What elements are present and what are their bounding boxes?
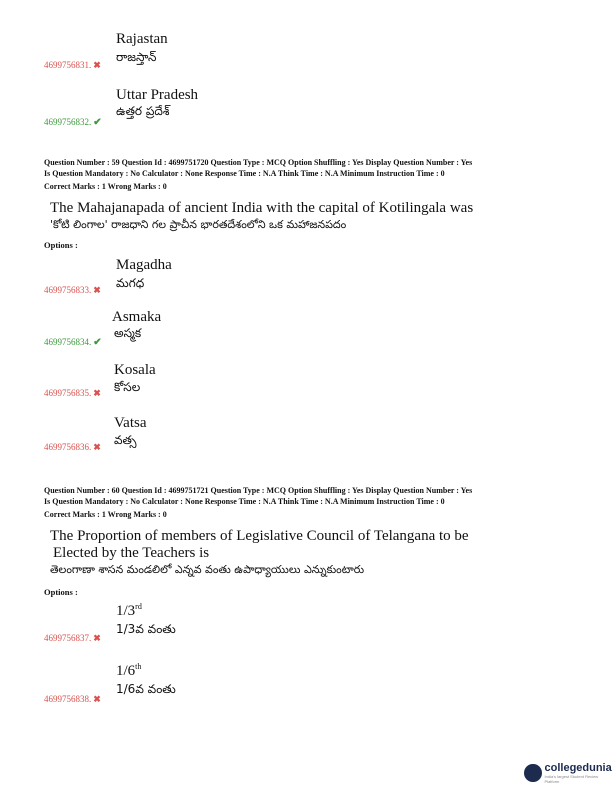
question-text-te: 'కోటి లింగాల' రాజధాని గల ప్రాచీన భారతదేశంలోని ఒక మహాజనపదం xyxy=(50,218,347,231)
collegedunia-logo xyxy=(524,762,612,784)
option-text-en: Kosala xyxy=(114,362,156,378)
wrong-icon: ✖ xyxy=(93,285,101,295)
option-text-en: Vatsa xyxy=(114,415,147,431)
question-text-en: The Mahajanapada of ancient India with the capital of Kotilingala was xyxy=(50,200,474,216)
option-id: 4699756838. ✖ xyxy=(44,694,101,704)
question-meta: Is Question Mandatory : No Calculator : None Response Time : N.A Think Time : N.A Minimum Instruction Time : 0 xyxy=(44,497,445,506)
question-meta: Question Number : 59 Question Id : 4699751720 Question Type : MCQ Option Shuffling : Yes Display Question Number : Yes xyxy=(44,158,473,167)
question-text-en: Elected by the Teachers is xyxy=(53,545,210,561)
option-text-te: రాజస్తాన్ xyxy=(116,50,157,64)
correct-icon: ✔ xyxy=(93,117,102,128)
option-text-te: అస్మక xyxy=(114,326,142,340)
wrong-icon: ✖ xyxy=(93,388,101,398)
question-meta: Is Question Mandatory : No Calculator : None Response Time : N.A Think Time : N.A Minimum Instruction Time : 0 xyxy=(44,169,445,178)
option-id: 4699756833. ✖ xyxy=(44,285,101,295)
wrong-icon: ✖ xyxy=(93,60,101,70)
option-text-te: మగధ xyxy=(116,276,145,290)
option-text-en: 1/6th xyxy=(116,662,142,679)
option-text-en: Rajastan xyxy=(116,31,168,47)
option-id: 4699756831. ✖ xyxy=(44,60,101,70)
option-id: 4699756834. ✔ xyxy=(44,337,102,348)
option-text-en: Asmaka xyxy=(112,309,162,325)
option-text-te: ఉత్తర ప్రదేశ్ xyxy=(116,104,170,118)
options-label: Options : xyxy=(44,240,78,250)
option-text-te: కోసల xyxy=(114,380,141,394)
option-id: 4699756837. ✖ xyxy=(44,633,101,643)
question-marks: Correct Marks : 1 Wrong Marks : 0 xyxy=(44,182,167,191)
logo-mascot-icon xyxy=(524,764,542,782)
option-text-en: 1/3rd xyxy=(116,602,142,619)
wrong-icon: ✖ xyxy=(93,633,101,643)
logo-tagline: India's largest Student Review Platform xyxy=(544,774,599,784)
option-text-en: Magadha xyxy=(116,257,172,273)
question-meta: Question Number : 60 Question Id : 4699751721 Question Type : MCQ Option Shuffling : Yes Display Question Number : Yes xyxy=(44,486,473,495)
wrong-icon: ✖ xyxy=(93,442,101,452)
option-text-te: వత్స xyxy=(114,433,137,447)
option-id: 4699756835. ✖ xyxy=(44,388,101,398)
option-text-en: Uttar Pradesh xyxy=(116,87,199,103)
question-marks: Correct Marks : 1 Wrong Marks : 0 xyxy=(44,510,167,519)
correct-icon: ✔ xyxy=(93,337,102,348)
wrong-icon: ✖ xyxy=(93,694,101,704)
option-id: 4699756836. ✖ xyxy=(44,442,101,452)
options-label: Options : xyxy=(44,587,78,597)
option-text-te: 1/6వ వంతు xyxy=(116,682,176,696)
logo-name: collegedunia xyxy=(544,762,612,774)
question-text-en: The Proportion of members of Legislative Council of Telangana to be xyxy=(50,528,469,544)
option-text-te: 1/3వ వంతు xyxy=(116,622,176,636)
question-text-te: తెలంగాణా శాసన మండలిలో ఎన్నవ వంతు ఉపాధ్యాయులు ఎన్నుకుంటారు xyxy=(50,563,365,576)
option-id: 4699756832. ✔ xyxy=(44,117,102,128)
